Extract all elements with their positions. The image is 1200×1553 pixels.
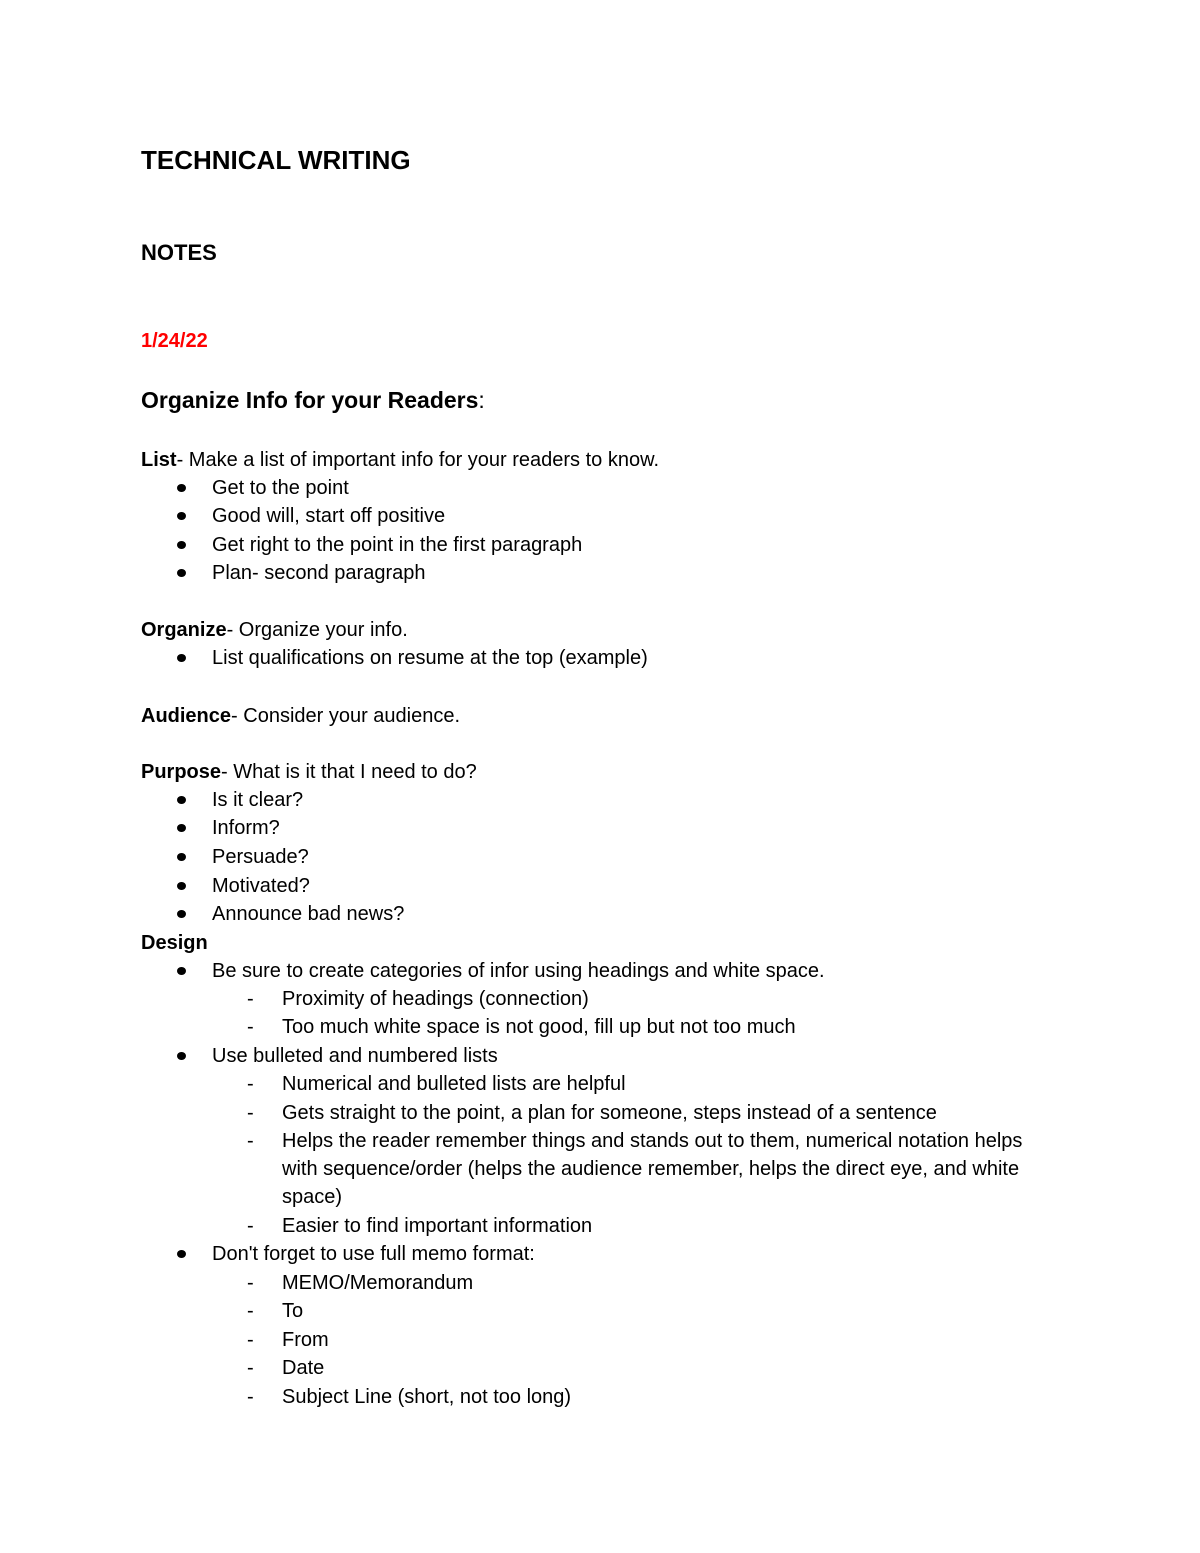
bullet-text: Is it clear? [212,789,304,811]
bullet-text: Use bulleted and numbered lists [212,1045,498,1067]
list-definition: - Make a list of important info for your readers to know. [176,449,659,471]
bullet-icon [177,484,186,492]
dash-icon: - [247,1215,254,1237]
section-heading-text: Organize Info for your Readers [141,387,479,413]
bullet-text: Be sure to create categories of infor using headings and white space. [212,960,825,982]
bullet-icon [177,569,186,577]
list-paragraph [141,446,659,474]
purpose-term: Purpose [141,761,222,783]
purpose-definition: - What is it that I need to do? [221,761,477,783]
bullet-icon [177,1052,186,1060]
sub-item-text: Gets straight to the point, a plan for someone, steps instead of a sentence [282,1102,937,1124]
organize-definition: - Organize your info. [226,619,408,641]
bullet-text: Inform? [212,817,280,839]
bullet-icon [177,796,186,804]
bullet-icon [177,853,186,861]
sub-item-text: Proximity of headings (connection) [282,988,589,1010]
sub-item-text: To [282,1300,304,1322]
bullet-icon [177,824,186,832]
purpose-paragraph [141,758,477,786]
bullet-icon [177,882,186,890]
bullet-text: Good will, start off positive [212,505,446,527]
audience-term: Audience [141,705,232,727]
bullet-icon [177,654,186,662]
organize-term: Organize [141,619,227,641]
audience-paragraph [141,702,460,730]
notes-heading: NOTES [141,240,217,265]
dash-icon: - [247,1386,254,1408]
list-term: List [141,449,177,471]
dash-icon: - [247,988,254,1010]
date-label: 1/24/22 [141,330,208,352]
dash-icon: - [247,1130,254,1152]
section-heading [141,384,485,416]
bullet-icon [177,1250,186,1258]
sub-item-text: Date [282,1357,325,1379]
dash-icon: - [247,1102,254,1124]
sub-item-text: MEMO/Memorandum [282,1272,474,1294]
bullet-text: Announce bad news? [212,903,405,925]
sub-item-text: Subject Line (short, not too long) [282,1386,572,1408]
sub-item-text: Numerical and bulleted lists are helpful [282,1073,626,1095]
audience-definition: - Consider your audience. [231,705,461,727]
bullet-text: Plan- second paragraph [212,562,426,584]
sub-item-text: From [282,1329,329,1351]
bullet-icon [177,967,186,975]
bullet-text: Don't forget to use full memo format: [212,1243,535,1265]
sub-item-text: Too much white space is not good, fill up but not too much [282,1016,796,1038]
bullet-icon [177,512,186,520]
design-term: Design [141,932,208,954]
dash-icon: - [247,1300,254,1322]
dash-icon: - [247,1073,254,1095]
dash-icon: - [247,1016,254,1038]
document-title: TECHNICAL WRITING [141,145,411,175]
organize-paragraph [141,616,408,644]
bullet-text: Motivated? [212,875,310,897]
bullet-text: List qualifications on resume at the top (example) [212,647,648,669]
dash-icon: - [247,1272,254,1294]
bullet-text: Get to the point [212,477,349,499]
sub-item-text: Helps the reader remember things and stands out to them, numerical notation helps with sequence/order (helps the audience remember, helps the direct eye, and white space) [282,1130,1023,1208]
dash-icon: - [247,1329,254,1351]
sub-item-text: Easier to find important information [282,1215,593,1237]
bullet-icon [177,910,186,918]
bullet-icon [177,541,186,549]
section-heading-colon: : [478,387,485,413]
bullet-text: Get right to the point in the first paragraph [212,534,583,556]
bullet-text: Persuade? [212,846,309,868]
dash-icon: - [247,1357,254,1379]
